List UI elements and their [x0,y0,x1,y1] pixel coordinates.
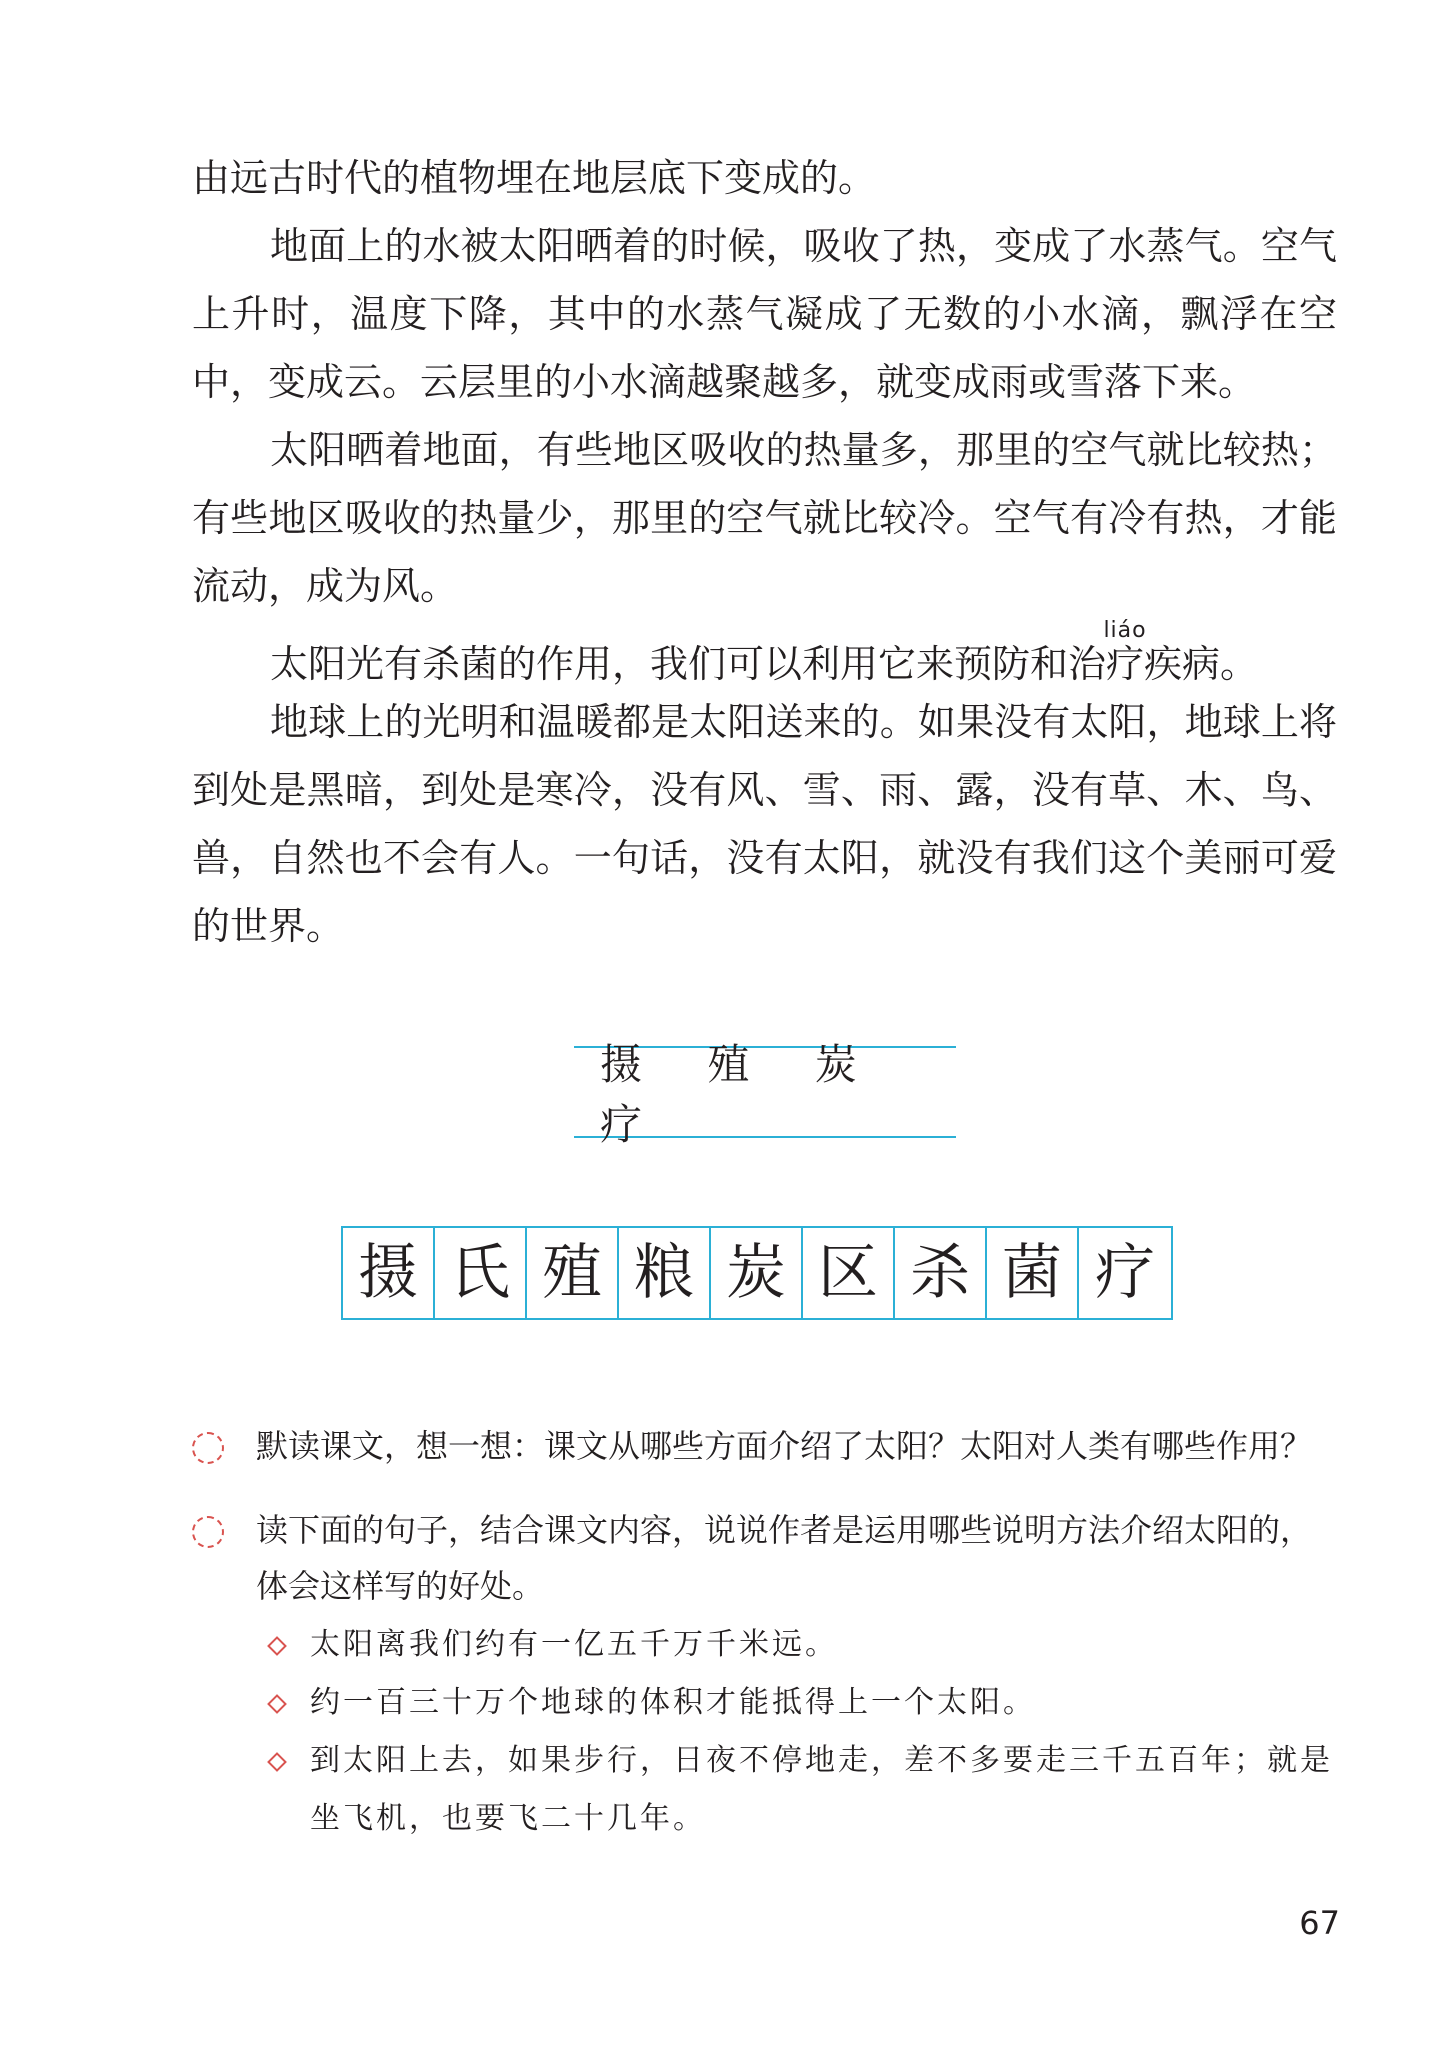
paragraph-water-cycle: 地面上的水被太阳晒着的时候，吸收了热，变成了水蒸气。空气上升时，温度下降，其中的水蒸气凝成了无数的小水滴，飘浮在空中，变成云。云层里的小水滴越聚越多，就变成雨或雪落下来。 [192,224,1337,404]
character-cell: 区 [803,1228,895,1318]
paragraph-sterilization [192,620,1337,698]
character-cell: 疗 [1095,1238,1155,1308]
paragraph-wind: 太阳晒着地面，有些地区吸收的热量多，那里的空气就比较热；有些地区吸收的热量少，那里的空气就比较冷。空气有冷有热，才能流动，成为风。 [192,428,1337,608]
character-cell: 菌 [987,1228,1079,1318]
vocab-section-title [574,1040,956,1149]
character-cell: 炭 [711,1228,803,1318]
question-2: 读下面的句子，结合课文内容，说说作者是运用哪些说明方法介绍太阳的，体会这样写的好处。 [256,1511,1313,1605]
page-number: 67 [1299,1904,1340,1942]
character-cell: 摄 [343,1228,435,1318]
example-sentence-2: 约一百三十万个地球的体积才能抵得上一个太阳。 [310,1685,1036,1720]
diamond-bullet-icon [267,1752,287,1772]
paragraph-coal-origin: 由远古时代的植物埋在地层底下变成的。 [192,156,877,200]
dashed-circle-icon [192,1516,224,1548]
character-cell: 粮 [619,1228,711,1318]
ruby-annotation [1103,618,1147,686]
vocab-section-title-text: 摄 殖 炭 疗 [600,1040,883,1149]
character-cell: 殖 [527,1228,619,1318]
character-cell: 氏 [435,1228,527,1318]
example-sentence-3: 到太阳上去，如果步行，日夜不停地走，差不多要走三千五百年；就是坐飞机，也要飞二十几年。 [310,1743,1333,1836]
question-1: 默读课文，想一想：课文从哪些方面介绍了太阳？太阳对人类有哪些作用？ [256,1427,1313,1465]
pinyin-annotation: liáo [1103,618,1147,643]
diamond-bullet-icon [267,1636,287,1656]
ruby-char: 疗 [1103,642,1147,686]
example-sentence-1: 太阳离我们约有一亿五千万千米远。 [310,1627,838,1662]
character-grid [341,1226,1173,1320]
paragraph-sterilization-text: 太阳光有杀菌的作用，我们可以利用它来预防和治 [270,642,1107,686]
diamond-bullet-icon [267,1694,287,1714]
dashed-circle-icon [192,1432,224,1464]
paragraph-sterilization-end: 疾病。 [1144,642,1259,686]
paragraph-conclusion: 地球上的光明和温暖都是太阳送来的。如果没有太阳，地球上将到处是黑暗，到处是寒冷，没有风、雪、雨、露，没有草、木、鸟、兽，自然也不会有人。一句话，没有太阳，就没有我们这个美丽可爱的世界。 [192,700,1337,948]
character-cell: 杀 [895,1228,987,1318]
